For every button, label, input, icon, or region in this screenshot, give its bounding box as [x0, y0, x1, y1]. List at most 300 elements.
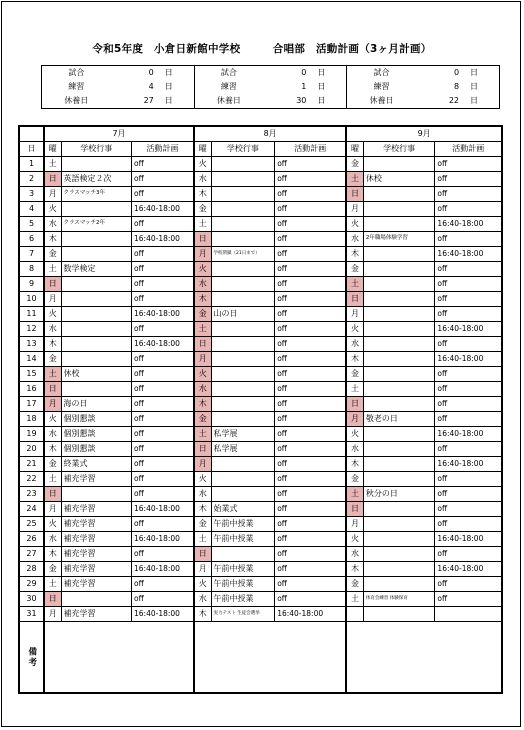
school-event-cell: 山の日	[211, 307, 275, 322]
month-header-jul: 7月	[44, 126, 194, 142]
school-event-cell	[211, 202, 275, 217]
activity-cell: off	[275, 592, 347, 607]
school-event-cell: 午前中授業	[211, 517, 275, 532]
school-event-cell	[61, 487, 131, 502]
weekday-cell: 月	[44, 502, 61, 517]
activity-cell: 16:40-18:00	[132, 232, 195, 247]
school-event-cell: 秋分の日	[363, 487, 435, 502]
weekday-cell: 水	[44, 322, 61, 337]
school-event-cell: 午前中授業	[211, 577, 275, 592]
school-event-cell	[61, 157, 131, 172]
weekday-cell: 月	[44, 607, 61, 622]
activity-cell: off	[275, 577, 347, 592]
weekday-cell: 月	[44, 187, 61, 202]
activity-cell: off	[132, 412, 195, 427]
summary-unit: 日	[314, 66, 346, 81]
weekday-cell: 水	[194, 487, 211, 502]
activity-cell: off	[275, 277, 347, 292]
weekday-cell: 日	[194, 337, 211, 352]
school-event-cell: 午前中授業	[211, 532, 275, 547]
day-number: 31	[19, 607, 44, 622]
school-event-cell	[363, 247, 435, 262]
summary-label: 試合	[373, 68, 390, 77]
activity-cell: off	[132, 187, 195, 202]
school-event-cell	[363, 322, 435, 337]
weekday-cell: 土	[44, 367, 61, 382]
activity-cell: 16:40-18:00	[132, 607, 195, 622]
school-event-cell: 午前中授業	[211, 592, 275, 607]
weekday-cell: 土	[44, 262, 61, 277]
day-number: 19	[19, 427, 44, 442]
school-event-cell: クラスマッチ3年	[61, 187, 131, 202]
day-number: 26	[19, 532, 44, 547]
activity-cell: 16:40-18:00	[132, 337, 195, 352]
weekday-cell: 日	[346, 502, 363, 517]
weekday-cell: 火	[44, 517, 61, 532]
weekday-cell: 水	[346, 337, 363, 352]
activity-cell: off	[132, 382, 195, 397]
activity-cell: off	[275, 502, 347, 517]
weekday-cell: 日	[194, 232, 211, 247]
school-event-cell	[211, 262, 275, 277]
day-number: 18	[19, 412, 44, 427]
activity-cell: off	[275, 547, 347, 562]
weekday-cell: 木	[194, 607, 211, 622]
school-event-cell	[211, 157, 275, 172]
activity-cell: off	[132, 457, 195, 472]
activity-header: 活動計画	[132, 142, 195, 157]
weekday-cell: 金	[346, 262, 363, 277]
day-number: 2	[19, 172, 44, 187]
activity-cell: 16:40-18:00	[132, 307, 195, 322]
school-event-cell	[363, 427, 435, 442]
activity-cell: off	[275, 412, 347, 427]
weekday-cell: 水	[194, 382, 211, 397]
table-row	[19, 352, 502, 367]
weekday-cell: 日	[346, 187, 363, 202]
activity-cell: off	[435, 442, 502, 457]
weekday-cell: 月	[346, 307, 363, 322]
weekday-cell: 水	[194, 592, 211, 607]
weekday-cell: 土	[194, 322, 211, 337]
activity-cell: off	[275, 337, 347, 352]
month-header-sep: 9月	[346, 126, 502, 142]
school-event-cell	[363, 472, 435, 487]
school-event-cell: 補充学習	[61, 517, 131, 532]
activity-cell: off	[275, 262, 347, 277]
table-row	[19, 157, 502, 172]
weekday-cell: 日	[44, 592, 61, 607]
activity-cell: off	[132, 157, 195, 172]
school-event-cell	[363, 367, 435, 382]
table-row	[19, 307, 502, 322]
weekday-cell: 火	[194, 472, 211, 487]
weekday-cell: 日	[44, 172, 61, 187]
weekday-cell: 金	[346, 577, 363, 592]
day-number: 30	[19, 592, 44, 607]
activity-cell: off	[275, 457, 347, 472]
school-event-cell	[363, 607, 435, 622]
school-event-cell	[363, 292, 435, 307]
school-event-cell	[211, 187, 275, 202]
weekday-cell: 火	[346, 217, 363, 232]
table-row	[19, 427, 502, 442]
weekday-cell: 火	[44, 202, 61, 217]
school-event-cell	[363, 547, 435, 562]
weekday-cell: 火	[346, 532, 363, 547]
school-event-header: 学校行事	[211, 142, 275, 157]
activity-cell: off	[435, 172, 502, 187]
summary-unit: 日	[470, 82, 479, 91]
activity-cell: off	[275, 517, 347, 532]
activity-cell: off	[132, 367, 195, 382]
activity-cell: off	[275, 472, 347, 487]
activity-cell: off	[435, 277, 502, 292]
activity-cell: off	[275, 202, 347, 217]
school-event-cell	[61, 307, 131, 322]
weekday-cell: 木	[194, 292, 211, 307]
activity-cell: off	[132, 472, 195, 487]
school-event-cell: 敬老の日	[363, 412, 435, 427]
activity-cell: 16:40-18:00	[275, 607, 347, 622]
activity-cell: off	[275, 532, 347, 547]
table-row	[19, 262, 502, 277]
weekday-cell: 月	[194, 247, 211, 262]
weekday-cell: 日	[44, 382, 61, 397]
activity-cell: off	[435, 367, 502, 382]
activity-cell: off	[435, 472, 502, 487]
summary-label: 練習	[373, 82, 390, 91]
school-event-cell	[363, 382, 435, 397]
activity-cell: 16:40-18:00	[132, 202, 195, 217]
school-event-cell	[363, 577, 435, 592]
activity-cell: off	[132, 322, 195, 337]
school-event-cell: 補充学習	[61, 577, 131, 592]
school-event-cell	[61, 592, 131, 607]
day-number: 20	[19, 442, 44, 457]
activity-cell: off	[435, 307, 502, 322]
activity-cell: 16:40-18:00	[435, 352, 502, 367]
school-event-cell	[61, 382, 131, 397]
day-number: 29	[19, 577, 44, 592]
school-event-cell: 個別懇談	[61, 412, 131, 427]
school-event-cell: 補充学習	[61, 472, 131, 487]
weekday-cell: 月	[194, 562, 211, 577]
activity-cell: off	[275, 217, 347, 232]
weekday-cell: 月	[194, 352, 211, 367]
weekday-cell: 金	[44, 352, 61, 367]
school-event-cell	[363, 217, 435, 232]
summary-unit: 日	[314, 80, 346, 94]
school-event-cell	[211, 397, 275, 412]
school-event-cell	[211, 337, 275, 352]
day-number: 16	[19, 382, 44, 397]
school-event-cell: 補充学習	[61, 607, 131, 622]
table-row	[19, 217, 502, 232]
activity-cell: off	[275, 427, 347, 442]
table-row	[19, 337, 502, 352]
school-event-cell	[61, 247, 131, 262]
summary-count: 0	[148, 68, 154, 77]
school-event-cell	[61, 292, 131, 307]
summary-unit: 日	[470, 96, 479, 105]
school-event-cell: 休校	[363, 172, 435, 187]
schedule-table	[18, 125, 503, 694]
weekday-cell: 木	[346, 247, 363, 262]
day-number: 13	[19, 337, 44, 352]
weekday-cell: 月	[346, 202, 363, 217]
weekday-cell	[346, 607, 363, 622]
summary-unit: 日	[162, 94, 194, 109]
weekday-cell: 金	[346, 472, 363, 487]
school-event-cell	[363, 157, 435, 172]
school-event-cell: 実力テスト 生徒会選挙	[211, 607, 275, 622]
activity-cell: off	[435, 547, 502, 562]
school-event-cell	[211, 277, 275, 292]
table-row	[19, 382, 502, 397]
activity-cell: off	[275, 382, 347, 397]
summary-label: 練習	[220, 82, 237, 91]
weekday-header: 曜	[44, 142, 61, 157]
activity-cell: off	[275, 367, 347, 382]
summary-unit: 日	[162, 66, 194, 81]
summary-count: 0	[301, 68, 307, 77]
activity-cell: off	[132, 487, 195, 502]
school-event-cell	[363, 307, 435, 322]
activity-cell: off	[132, 172, 195, 187]
day-number: 25	[19, 517, 44, 532]
day-number: 15	[19, 367, 44, 382]
weekday-cell: 土	[346, 172, 363, 187]
weekday-cell: 日	[194, 442, 211, 457]
summary-count: 1	[301, 82, 307, 91]
table-row	[19, 412, 502, 427]
school-event-cell	[61, 232, 131, 247]
table-row	[19, 607, 502, 622]
table-row	[19, 442, 502, 457]
school-event-cell: 補充学習	[61, 562, 131, 577]
table-row	[19, 577, 502, 592]
remarks-label: 備考	[26, 646, 37, 668]
weekday-header: 曜	[346, 142, 363, 157]
weekday-cell: 日	[194, 547, 211, 562]
weekday-cell: 水	[44, 427, 61, 442]
school-event-cell	[211, 322, 275, 337]
day-number: 21	[19, 457, 44, 472]
weekday-cell: 金	[194, 412, 211, 427]
summary-row	[42, 80, 500, 94]
school-event-cell: 体育会練習 体験保育	[363, 592, 435, 607]
activity-cell: off	[435, 382, 502, 397]
school-event-cell	[61, 337, 131, 352]
school-event-cell	[211, 412, 275, 427]
summary-label: 練習	[68, 82, 85, 91]
activity-cell: off	[435, 502, 502, 517]
school-event-cell	[363, 502, 435, 517]
school-event-header: 学校行事	[363, 142, 435, 157]
activity-cell: off	[275, 172, 347, 187]
summary-count: 30	[296, 96, 307, 105]
table-row	[19, 562, 502, 577]
table-row	[19, 592, 502, 607]
activity-cell: off	[132, 577, 195, 592]
day-number: 24	[19, 502, 44, 517]
summary-unit: 日	[162, 80, 194, 94]
table-row	[19, 547, 502, 562]
activity-cell: 16:40-18:00	[132, 532, 195, 547]
summary-unit: 日	[470, 68, 479, 77]
activity-cell: off	[435, 232, 502, 247]
school-event-cell	[363, 562, 435, 577]
school-event-cell: 英語検定２次	[61, 172, 131, 187]
school-event-cell	[363, 457, 435, 472]
weekday-cell: 火	[194, 262, 211, 277]
activity-cell: off	[275, 442, 347, 457]
activity-cell: 16:40-18:00	[132, 502, 195, 517]
activity-cell: off	[275, 187, 347, 202]
summary-label: 試合	[68, 68, 85, 77]
school-event-cell: 海の日	[61, 397, 131, 412]
remarks-sep	[346, 622, 502, 694]
activity-cell: off	[275, 397, 347, 412]
summary-count: 27	[143, 96, 154, 105]
weekday-header: 曜	[194, 142, 211, 157]
weekday-cell: 水	[194, 172, 211, 187]
weekday-cell: 土	[346, 382, 363, 397]
weekday-cell: 水	[346, 232, 363, 247]
table-row	[19, 532, 502, 547]
table-row	[19, 502, 502, 517]
day-number: 9	[19, 277, 44, 292]
weekday-cell: 金	[194, 307, 211, 322]
activity-cell	[435, 607, 502, 622]
table-row	[19, 517, 502, 532]
weekday-cell: 木	[44, 232, 61, 247]
weekday-cell: 月	[44, 292, 61, 307]
summary-count: 0	[453, 68, 460, 77]
remarks-label-cell	[19, 622, 44, 694]
summary-label: 休養日	[369, 96, 394, 105]
table-row	[19, 202, 502, 217]
month-header-aug: 8月	[194, 126, 346, 142]
weekday-cell: 土	[194, 217, 211, 232]
activity-cell: 16:40-18:00	[435, 532, 502, 547]
weekday-cell: 木	[44, 547, 61, 562]
school-event-cell	[61, 352, 131, 367]
table-row	[19, 322, 502, 337]
table-row	[19, 232, 502, 247]
day-number: 12	[19, 322, 44, 337]
weekday-cell: 月	[44, 397, 61, 412]
school-event-cell	[211, 217, 275, 232]
activity-cell: 16:40-18:00	[132, 562, 195, 577]
activity-cell: off	[435, 412, 502, 427]
table-row	[19, 172, 502, 187]
weekday-cell: 水	[346, 547, 363, 562]
summary-count: 8	[453, 82, 460, 91]
table-row	[19, 292, 502, 307]
activity-cell: 16:40-18:00	[435, 322, 502, 337]
school-event-cell	[61, 202, 131, 217]
activity-header: 活動計画	[435, 142, 502, 157]
school-event-cell: 個別懇談	[61, 427, 131, 442]
activity-cell: off	[132, 442, 195, 457]
weekday-cell: 日	[346, 292, 363, 307]
remarks-aug	[194, 622, 346, 694]
summary-count: 22	[448, 96, 460, 105]
page-title: 令和5年度 小倉日新館中学校 合唱部 活動計画（3ヶ月計画）	[92, 43, 432, 55]
weekday-cell: 木	[44, 442, 61, 457]
activity-cell: off	[435, 592, 502, 607]
activity-cell: off	[275, 307, 347, 322]
day-number: 17	[19, 397, 44, 412]
weekday-cell: 土	[346, 277, 363, 292]
weekday-cell: 土	[346, 487, 363, 502]
day-number: 1	[19, 157, 44, 172]
weekday-cell: 日	[44, 277, 61, 292]
activity-cell: off	[132, 277, 195, 292]
weekday-cell: 水	[346, 442, 363, 457]
school-event-cell	[363, 202, 435, 217]
weekday-cell: 土	[194, 427, 211, 442]
weekday-cell: 金	[346, 157, 363, 172]
day-number: 3	[19, 187, 44, 202]
weekday-cell: 水	[44, 217, 61, 232]
day-number: 28	[19, 562, 44, 577]
school-event-cell: 終業式	[61, 457, 131, 472]
activity-cell: off	[275, 352, 347, 367]
activity-header: 活動計画	[275, 142, 347, 157]
school-event-cell	[211, 172, 275, 187]
school-event-cell: クラスマッチ2年	[61, 217, 131, 232]
school-event-cell: 個別懇談	[61, 442, 131, 457]
weekday-cell: 金	[44, 562, 61, 577]
school-event-cell	[211, 367, 275, 382]
day-number: 5	[19, 217, 44, 232]
activity-cell: off	[275, 292, 347, 307]
activity-cell: off	[435, 187, 502, 202]
table-row	[19, 187, 502, 202]
weekday-cell: 火	[194, 577, 211, 592]
weekday-cell: 土	[44, 157, 61, 172]
school-event-cell: 数学検定	[61, 262, 131, 277]
weekday-cell: 火	[346, 322, 363, 337]
day-number: 11	[19, 307, 44, 322]
weekday-cell: 月	[346, 517, 363, 532]
school-event-cell: 2年職場体験学習	[363, 232, 435, 247]
summary-unit: 日	[314, 94, 346, 109]
school-event-cell	[211, 292, 275, 307]
weekday-cell: 火	[194, 367, 211, 382]
school-event-cell	[363, 517, 435, 532]
weekday-cell: 木	[44, 337, 61, 352]
table-row	[19, 397, 502, 412]
school-event-cell: 休校	[61, 367, 131, 382]
day-number: 6	[19, 232, 44, 247]
table-row	[19, 487, 502, 502]
school-event-cell: 補充学習	[61, 532, 131, 547]
activity-cell: off	[435, 292, 502, 307]
activity-cell: off	[435, 262, 502, 277]
school-event-cell	[363, 337, 435, 352]
weekday-cell: 土	[44, 472, 61, 487]
activity-cell: 16:40-18:00	[435, 457, 502, 472]
day-number: 23	[19, 487, 44, 502]
school-event-cell	[61, 322, 131, 337]
weekday-cell: 金	[194, 517, 211, 532]
weekday-cell: 木	[346, 562, 363, 577]
activity-cell: off	[275, 487, 347, 502]
